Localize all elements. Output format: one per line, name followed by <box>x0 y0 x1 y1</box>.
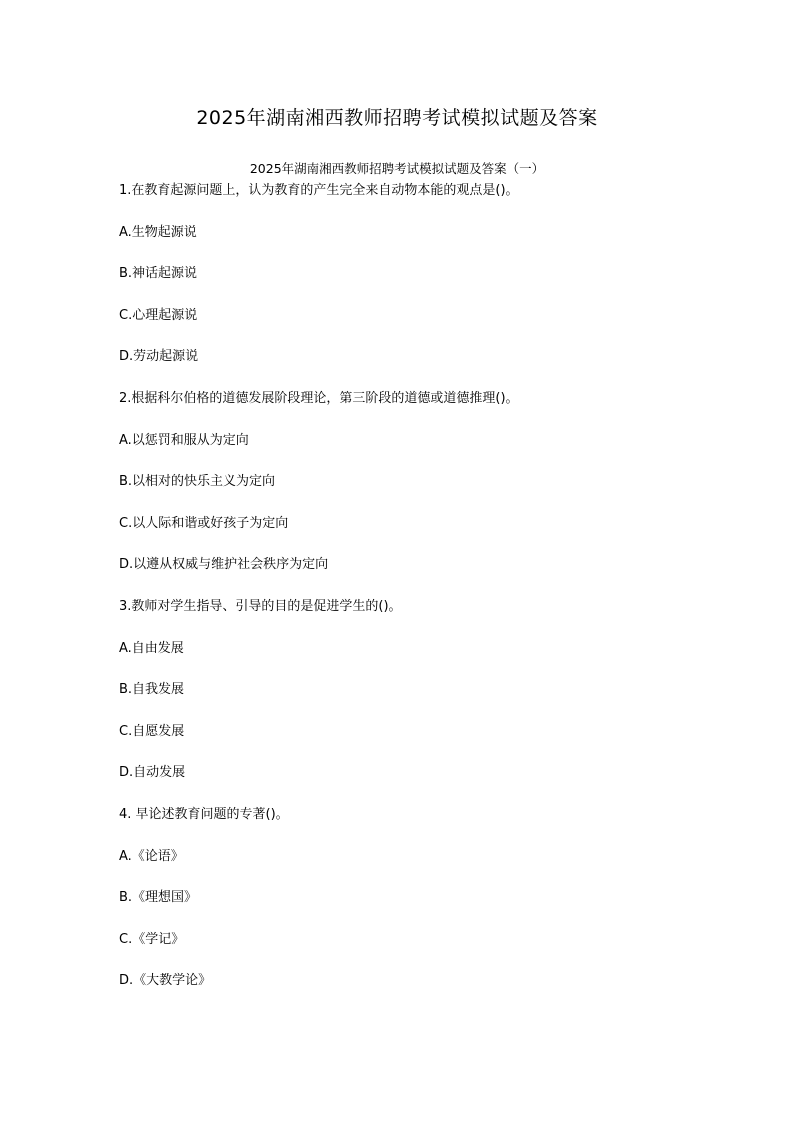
question-1-option-a: A.生物起源说 <box>119 225 197 240</box>
question-3-option-d: D.自动发展 <box>119 765 186 780</box>
document-subtitle: 2025年湖南湘西教师招聘考试模拟试题及答案（一） <box>249 161 545 176</box>
question-4-option-c: C.《学记》 <box>119 932 185 947</box>
question-2-option-b: B.以相对的快乐主义为定向 <box>119 474 276 489</box>
question-3-option-c: C.自愿发展 <box>119 724 185 739</box>
question-4-stem: 4. 早论述教育问题的专著()。 <box>119 807 289 822</box>
question-3-option-b: B.自我发展 <box>119 682 185 697</box>
question-1-option-d: D.劳动起源说 <box>119 349 199 364</box>
question-2-option-d: D.以遵从权威与维护社会秩序为定向 <box>119 557 329 572</box>
question-1-option-c: C.心理起源说 <box>119 308 198 323</box>
question-2-option-c: C.以人际和谐或好孩子为定向 <box>119 516 289 531</box>
question-4-option-d: D.《大教学论》 <box>119 973 212 988</box>
question-4-option-a: A.《论语》 <box>119 849 184 864</box>
question-1-option-b: B.神话起源说 <box>119 266 198 281</box>
question-3-option-a: A.自由发展 <box>119 641 184 656</box>
question-1-stem: 1.在教育起源问题上，认为教育的产生完全来自动物本能的观点是()。 <box>119 183 519 198</box>
question-3-stem: 3.教师对学生指导、引导的目的是促进学生的()。 <box>119 599 402 614</box>
question-2-stem: 2.根据科尔伯格的道德发展阶段理论，第三阶段的道德或道德推理()。 <box>119 391 519 406</box>
question-4-option-b: B.《理想国》 <box>119 890 198 905</box>
question-2-option-a: A.以惩罚和服从为定向 <box>119 433 249 448</box>
document-title: 2025年湖南湘西教师招聘考试模拟试题及答案 <box>196 107 598 129</box>
